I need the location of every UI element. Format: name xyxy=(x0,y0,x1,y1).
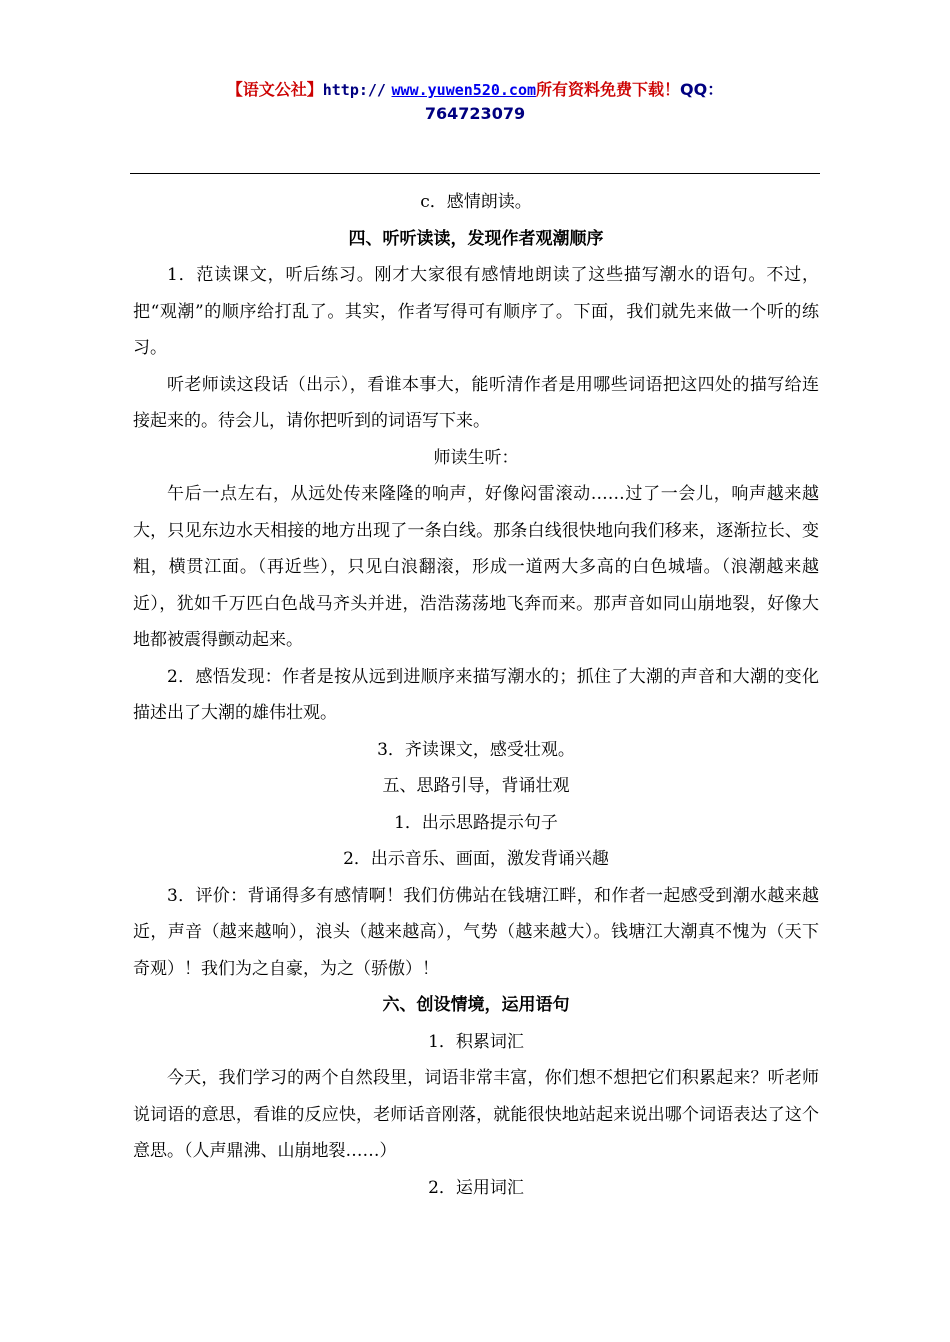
header-divider xyxy=(130,173,820,174)
paragraph: 1．积累词汇 xyxy=(428,1031,524,1052)
slogan-text: 所有资料免费下载！ xyxy=(536,80,681,99)
paragraph: 2．出示音乐、画面，激发背诵兴趣 xyxy=(343,849,609,869)
paragraph: 听老师读这段话（出示），看谁本事大，能听清作者是用哪些词语把这四处的描写给连接起来的。待会儿，请你把听到的词语写下来。 xyxy=(133,374,819,431)
qq-label: QQ： xyxy=(680,80,724,99)
header-line-1 xyxy=(130,78,820,102)
paragraph: 1．范读课文，听后练习。刚才大家很有感情地朗读了这些描写潮水的语句。不过，把“观潮”的顺序给打乱了。其实，作者写得可有顺序了。下面，我们就先来做一个听的练习。 xyxy=(133,265,819,358)
paragraph: 2．运用词汇 xyxy=(428,1177,524,1198)
section-heading: 六、创设情境，运用语句 xyxy=(382,995,570,1015)
paragraph: 3．评价：背诵得多有感情啊！我们仿佛站在钱塘江畔，和作者一起感受到潮水越来越近，声音（越来越响），浪头（越来越高），气势（越来越大）。钱塘江大潮真不愧为（天下奇观）！我们为之自豪，为之（骄傲）！ xyxy=(133,885,819,979)
section-heading: 四、听听读读，发现作者观潮顺序 xyxy=(348,228,604,249)
brand-label: 【语文公社】 xyxy=(226,80,323,99)
paragraph: 1．出示思路提示句子 xyxy=(394,812,558,833)
paragraph: 3．齐读课文，感受壮观。 xyxy=(377,739,575,760)
section-heading: 五、思路引导，背诵壮观 xyxy=(382,776,570,796)
paragraph: c．感情朗读。 xyxy=(420,192,532,212)
protocol-text: http:// xyxy=(322,81,386,99)
page-header xyxy=(130,78,820,126)
document-body xyxy=(133,184,819,1206)
site-link[interactable]: www.yuwen520.com xyxy=(391,81,537,99)
quoted-passage: 午后一点左右，从远处传来隆隆的响声，好像闷雷滚动……过了一会儿，响声越来越大，只见东边水天相接的地方出现了一条白线。那条白线很快地向我们移来，逐渐拉长、变粗，横贯江面。（再近些），只见白浪翻滚，形成一道两大多高的白色城墙。（浪潮越来越近），犹如千万匹白色战马齐头并进，浩浩荡荡地飞奔而来。那声音如同山崩地裂，好像大地都被震得颤动起来。 xyxy=(133,484,819,650)
qq-number: 764723079 xyxy=(424,104,526,123)
paragraph: 师读生听： xyxy=(433,447,519,468)
paragraph: 今天，我们学习的两个自然段里，词语非常丰富，你们想不想把它们积累起来？听老师说词语的意思，看谁的反应快，老师话音刚落，就能很快地站起来说出哪个词语表达了这个意思。（人声鼎沸、山崩地裂……） xyxy=(133,1068,819,1161)
paragraph: 2．感悟发现：作者是按从远到进顺序来描写潮水的；抓住了大潮的声音和大潮的变化描述出了大潮的雄伟壮观。 xyxy=(133,666,819,723)
